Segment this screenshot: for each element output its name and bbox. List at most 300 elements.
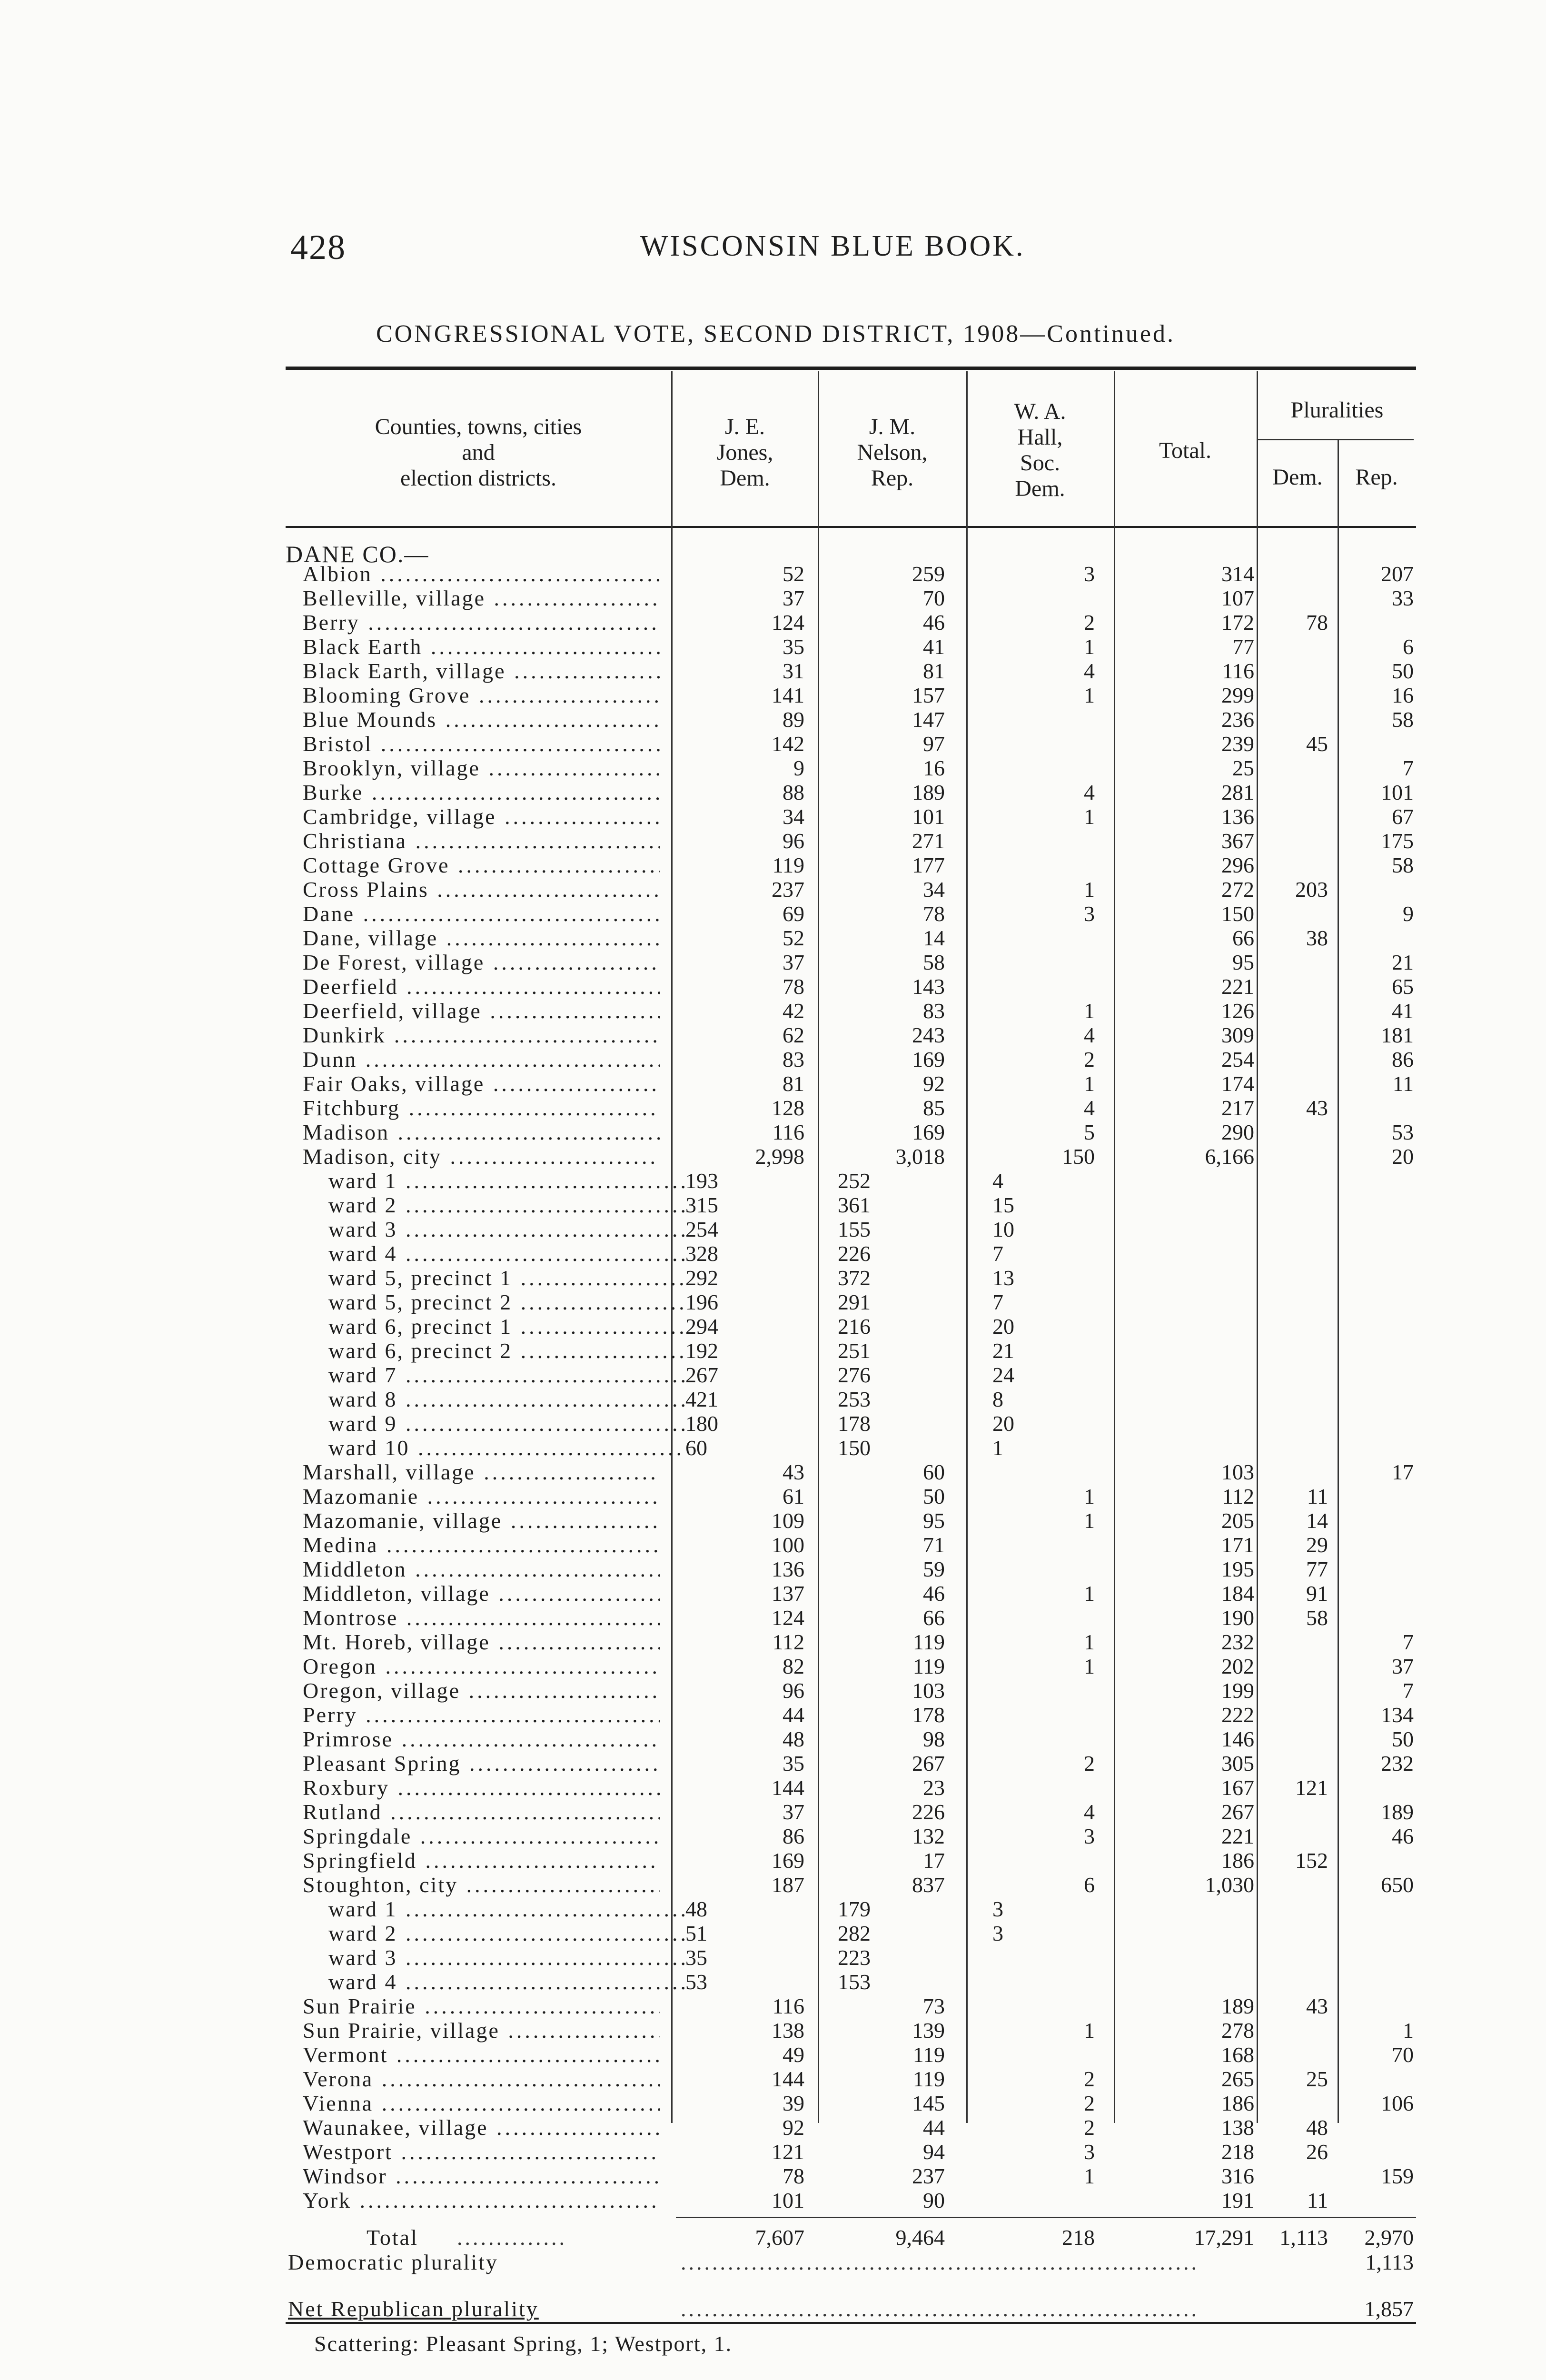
place-name: Deerfield ..... bbox=[303, 974, 660, 999]
votes-nelson: 85 bbox=[923, 1096, 945, 1120]
table-row bbox=[0, 1096, 1546, 1120]
votes-jones: 124 bbox=[772, 1606, 804, 1630]
plurality-rep: 11 bbox=[1392, 1071, 1414, 1096]
ward-row bbox=[0, 1169, 1546, 1193]
votes-nelson: 73 bbox=[923, 1994, 945, 2018]
table-row bbox=[0, 1047, 1546, 1071]
table-row bbox=[0, 1800, 1546, 1824]
votes-nelson: 243 bbox=[912, 1023, 945, 1047]
table-row bbox=[0, 1071, 1546, 1096]
votes-nelson: 14 bbox=[923, 926, 945, 950]
votes-nelson: 44 bbox=[923, 2115, 945, 2140]
place-name: Windsor ..... bbox=[303, 2164, 660, 2188]
plurality-dem: 25 bbox=[1306, 2067, 1328, 2091]
votes-hall: 1 bbox=[1084, 1630, 1095, 1654]
plurality-rep: 106 bbox=[1381, 2091, 1414, 2115]
plurality-dem: 121 bbox=[1295, 1775, 1328, 1800]
place-name: Madison, city ..... bbox=[303, 1144, 660, 1169]
place-name: Cross Plains ..... bbox=[303, 877, 660, 902]
votes-jones: 49 bbox=[783, 2043, 804, 2067]
table-row bbox=[0, 1751, 1546, 1775]
votes-jones: 42 bbox=[783, 999, 804, 1023]
plurality-dem: 14 bbox=[1306, 1508, 1328, 1533]
votes-jones: 35 bbox=[783, 635, 804, 659]
table-row bbox=[0, 1460, 1546, 1484]
place-name: De Forest, village ..... bbox=[303, 950, 660, 974]
header-place: Counties, towns, cities and election districts. bbox=[375, 414, 582, 491]
votes-total: 205 bbox=[1221, 1508, 1254, 1533]
total-hall: 218 bbox=[1062, 2225, 1095, 2250]
place-name: Middleton ..... bbox=[303, 1557, 660, 1581]
votes-nelson: 169 bbox=[912, 1120, 945, 1144]
votes-nelson: 226 bbox=[838, 1241, 871, 1266]
votes-nelson: 66 bbox=[923, 1606, 945, 1630]
votes-total: 116 bbox=[1222, 659, 1254, 683]
table-row bbox=[0, 683, 1546, 707]
place-name: ward 2 ..... bbox=[328, 1921, 685, 1945]
plurality-rep: 189 bbox=[1381, 1800, 1414, 1824]
votes-nelson: 178 bbox=[838, 1411, 871, 1436]
democratic-plurality-value: 1,113 bbox=[1365, 2250, 1414, 2274]
votes-nelson: 16 bbox=[923, 756, 945, 780]
plurality-dem: 43 bbox=[1306, 1994, 1328, 2018]
votes-nelson: 169 bbox=[912, 1047, 945, 1071]
plurality-rep: 70 bbox=[1392, 2043, 1414, 2067]
plurality-dem: 11 bbox=[1307, 2188, 1328, 2212]
header-plurality-rep: Rep. bbox=[1355, 465, 1398, 490]
votes-nelson: 119 bbox=[912, 2043, 945, 2067]
votes-jones: 192 bbox=[685, 1339, 718, 1363]
place-name: Black Earth ..... bbox=[303, 635, 660, 659]
plurality-rep: 65 bbox=[1392, 974, 1414, 999]
votes-hall: 6 bbox=[1084, 1873, 1095, 1897]
table-row bbox=[0, 1824, 1546, 1848]
votes-nelson: 237 bbox=[912, 2164, 945, 2188]
votes-total: 25 bbox=[1232, 756, 1254, 780]
plurality-rep: 16 bbox=[1392, 683, 1414, 707]
votes-nelson: 97 bbox=[923, 732, 945, 756]
votes-jones: 81 bbox=[783, 1071, 804, 1096]
plurality-dem: 43 bbox=[1306, 1096, 1328, 1120]
votes-nelson: 252 bbox=[838, 1169, 871, 1193]
table-row bbox=[0, 974, 1546, 999]
votes-jones: 142 bbox=[772, 732, 804, 756]
votes-nelson: 361 bbox=[838, 1193, 871, 1217]
plurality-rep: 86 bbox=[1392, 1047, 1414, 1071]
votes-total: 171 bbox=[1221, 1533, 1254, 1557]
votes-total: 218 bbox=[1221, 2140, 1254, 2164]
votes-nelson: 216 bbox=[838, 1314, 871, 1339]
table-row bbox=[0, 999, 1546, 1023]
votes-total: 199 bbox=[1221, 1678, 1254, 1703]
place-name: Oregon, village ..... bbox=[303, 1678, 660, 1703]
place-name: ward 6, precinct 1 ..... bbox=[328, 1314, 685, 1339]
votes-jones: 52 bbox=[783, 926, 804, 950]
votes-nelson: 60 bbox=[923, 1460, 945, 1484]
place-name: ward 3 ..... bbox=[328, 1217, 685, 1241]
table-caption: CONGRESSIONAL VOTE, SECOND DISTRICT, 1908—Continued. bbox=[376, 320, 1175, 347]
votes-total: 305 bbox=[1221, 1751, 1254, 1775]
place-name: ward 1 ..... bbox=[328, 1169, 685, 1193]
table-row bbox=[0, 2067, 1546, 2091]
votes-jones: 254 bbox=[685, 1217, 718, 1241]
table-row bbox=[0, 1508, 1546, 1533]
header-top-rule bbox=[286, 367, 1416, 370]
ward-row bbox=[0, 1945, 1546, 1970]
ward-row bbox=[0, 1266, 1546, 1290]
ward-row bbox=[0, 1314, 1546, 1339]
county-heading: DANE CO.— bbox=[286, 541, 429, 567]
place-name: Christiana ..... bbox=[303, 829, 660, 853]
plurality-rep: 33 bbox=[1392, 586, 1414, 610]
plurality-dem: 48 bbox=[1306, 2115, 1328, 2140]
votes-nelson: 145 bbox=[912, 2091, 945, 2115]
ward-row bbox=[0, 1411, 1546, 1436]
votes-jones: 31 bbox=[783, 659, 804, 683]
votes-jones: 35 bbox=[783, 1751, 804, 1775]
place-name: Stoughton, city ..... bbox=[303, 1873, 660, 1897]
votes-hall: 3 bbox=[1084, 562, 1095, 586]
votes-total: 281 bbox=[1221, 780, 1254, 804]
votes-total: 66 bbox=[1232, 926, 1254, 950]
plurality-rep: 50 bbox=[1392, 659, 1414, 683]
votes-total: 136 bbox=[1221, 804, 1254, 829]
votes-nelson: 92 bbox=[923, 1071, 945, 1096]
plurality-rep: 7 bbox=[1403, 756, 1414, 780]
footer-rule bbox=[286, 2322, 1416, 2324]
votes-total: 316 bbox=[1221, 2164, 1254, 2188]
place-name: Primrose ..... bbox=[303, 1727, 660, 1751]
plurality-rep: 101 bbox=[1381, 780, 1414, 804]
place-name: ward 6, precinct 2 ..... bbox=[328, 1339, 685, 1363]
place-name: Mazomanie, village ..... bbox=[303, 1508, 660, 1533]
votes-nelson: 372 bbox=[838, 1266, 871, 1290]
votes-nelson: 178 bbox=[912, 1703, 945, 1727]
votes-jones: 37 bbox=[783, 950, 804, 974]
table-row bbox=[0, 1144, 1546, 1169]
votes-jones: 109 bbox=[772, 1508, 804, 1533]
votes-hall: 1 bbox=[1084, 2164, 1095, 2188]
header-nelson: J. M. Nelson, Rep. bbox=[857, 414, 928, 491]
place-name: Oregon ..... bbox=[303, 1654, 660, 1678]
votes-jones: 37 bbox=[783, 586, 804, 610]
votes-hall: 1 bbox=[1084, 1581, 1095, 1606]
place-name: Fair Oaks, village ..... bbox=[303, 1071, 660, 1096]
table-row bbox=[0, 877, 1546, 902]
table-row bbox=[0, 1606, 1546, 1630]
votes-hall: 4 bbox=[1084, 1096, 1095, 1120]
votes-jones: 61 bbox=[783, 1484, 804, 1508]
votes-jones: 169 bbox=[772, 1848, 804, 1873]
plurality-rep: 58 bbox=[1392, 853, 1414, 877]
place-name: Pleasant Spring ..... bbox=[303, 1751, 660, 1775]
ward-row bbox=[0, 1921, 1546, 1945]
plurality-rep: 46 bbox=[1392, 1824, 1414, 1848]
votes-nelson: 150 bbox=[838, 1436, 871, 1460]
votes-nelson: 271 bbox=[912, 829, 945, 853]
votes-total: 126 bbox=[1221, 999, 1254, 1023]
plurality-rep: 41 bbox=[1392, 999, 1414, 1023]
ward-row bbox=[0, 1217, 1546, 1241]
votes-jones: 112 bbox=[772, 1630, 804, 1654]
votes-total: 221 bbox=[1221, 1824, 1254, 1848]
table-row bbox=[0, 950, 1546, 974]
place-name: ward 9 ..... bbox=[328, 1411, 685, 1436]
votes-total: 272 bbox=[1221, 877, 1254, 902]
plurality-dem: 45 bbox=[1306, 732, 1328, 756]
votes-hall: 1 bbox=[1084, 1508, 1095, 1533]
votes-hall: 1 bbox=[1084, 1071, 1095, 1096]
table-row bbox=[0, 732, 1546, 756]
votes-jones: 136 bbox=[772, 1557, 804, 1581]
ward-row bbox=[0, 1387, 1546, 1411]
place-name: Montrose ..... bbox=[303, 1606, 660, 1630]
place-name: Black Earth, village ..... bbox=[303, 659, 660, 683]
votes-total: 6,166 bbox=[1205, 1144, 1254, 1169]
votes-nelson: 153 bbox=[838, 1970, 871, 1994]
votes-nelson: 267 bbox=[912, 1751, 945, 1775]
plurality-rep: 17 bbox=[1392, 1460, 1414, 1484]
place-name: ward 2 ..... bbox=[328, 1193, 685, 1217]
votes-nelson: 226 bbox=[912, 1800, 945, 1824]
place-name: ward 8 ..... bbox=[328, 1387, 685, 1411]
total-plurality-dem: 1,113 bbox=[1279, 2225, 1328, 2250]
table-row bbox=[0, 1557, 1546, 1581]
votes-nelson: 179 bbox=[838, 1897, 871, 1921]
votes-total: 236 bbox=[1221, 707, 1254, 732]
place-name: Medina ..... bbox=[303, 1533, 660, 1557]
votes-nelson: 282 bbox=[838, 1921, 871, 1945]
votes-nelson: 3,018 bbox=[895, 1144, 945, 1169]
votes-hall: 1 bbox=[1084, 635, 1095, 659]
votes-total: 190 bbox=[1221, 1606, 1254, 1630]
header-plurality-dem: Dem. bbox=[1272, 465, 1323, 490]
votes-nelson: 132 bbox=[912, 1824, 945, 1848]
votes-hall: 24 bbox=[992, 1363, 1014, 1387]
table-row bbox=[0, 2188, 1546, 2212]
header-bottom-rule bbox=[286, 526, 1416, 528]
place-name: Rutland ..... bbox=[303, 1800, 660, 1824]
place-name: Westport ..... bbox=[303, 2140, 660, 2164]
place-name: ward 5, precinct 2 ..... bbox=[328, 1290, 685, 1314]
plurality-rep: 1 bbox=[1403, 2018, 1414, 2043]
votes-jones: 2,998 bbox=[755, 1144, 804, 1169]
place-name: Blue Mounds ..... bbox=[303, 707, 660, 732]
place-name: Brooklyn, village ..... bbox=[303, 756, 660, 780]
votes-total: 222 bbox=[1221, 1703, 1254, 1727]
votes-total: 186 bbox=[1221, 2091, 1254, 2115]
votes-jones: 52 bbox=[783, 562, 804, 586]
plurality-rep: 20 bbox=[1392, 1144, 1414, 1169]
votes-jones: 141 bbox=[772, 683, 804, 707]
votes-nelson: 71 bbox=[923, 1533, 945, 1557]
place-name: ward 4 ..... bbox=[328, 1241, 685, 1266]
votes-jones: 37 bbox=[783, 1800, 804, 1824]
header-hall: W. A. Hall, Soc. Dem. bbox=[1014, 399, 1066, 501]
votes-jones: 69 bbox=[783, 902, 804, 926]
votes-hall: 2 bbox=[1084, 1751, 1095, 1775]
votes-hall: 8 bbox=[992, 1387, 1003, 1411]
votes-nelson: 157 bbox=[912, 683, 945, 707]
votes-jones: 62 bbox=[783, 1023, 804, 1047]
votes-jones: 144 bbox=[772, 2067, 804, 2091]
votes-jones: 294 bbox=[685, 1314, 718, 1339]
total-plurality-rep: 2,970 bbox=[1364, 2225, 1414, 2250]
votes-jones: 196 bbox=[685, 1290, 718, 1314]
votes-jones: 39 bbox=[783, 2091, 804, 2115]
table-row bbox=[0, 2091, 1546, 2115]
plurality-rep: 232 bbox=[1381, 1751, 1414, 1775]
votes-nelson: 291 bbox=[838, 1290, 871, 1314]
votes-nelson: 147 bbox=[912, 707, 945, 732]
votes-total: 112 bbox=[1222, 1484, 1254, 1508]
votes-nelson: 103 bbox=[912, 1678, 945, 1703]
votes-nelson: 23 bbox=[923, 1775, 945, 1800]
votes-jones: 237 bbox=[772, 877, 804, 902]
place-name: Deerfield, village ..... bbox=[303, 999, 660, 1023]
votes-hall: 4 bbox=[992, 1169, 1003, 1193]
votes-jones: 82 bbox=[783, 1654, 804, 1678]
table-row bbox=[0, 756, 1546, 780]
votes-total: 232 bbox=[1221, 1630, 1254, 1654]
votes-total: 174 bbox=[1221, 1071, 1254, 1096]
place-name: Mt. Horeb, village ..... bbox=[303, 1630, 660, 1654]
table-row bbox=[0, 1727, 1546, 1751]
votes-nelson: 83 bbox=[923, 999, 945, 1023]
leader-dots: .............. bbox=[457, 2225, 567, 2250]
plurality-rep: 175 bbox=[1381, 829, 1414, 853]
place-name: Fitchburg ..... bbox=[303, 1096, 660, 1120]
votes-total: 195 bbox=[1221, 1557, 1254, 1581]
ward-row bbox=[0, 1436, 1546, 1460]
place-name: ward 4 ..... bbox=[328, 1970, 685, 1994]
votes-hall: 3 bbox=[992, 1897, 1003, 1921]
plurality-rep: 181 bbox=[1381, 1023, 1414, 1047]
votes-hall: 4 bbox=[1084, 780, 1095, 804]
table-row bbox=[0, 780, 1546, 804]
place-name: Perry ..... bbox=[303, 1703, 660, 1727]
plurality-rep: 50 bbox=[1392, 1727, 1414, 1751]
plurality-rep: 21 bbox=[1392, 950, 1414, 974]
votes-nelson: 34 bbox=[923, 877, 945, 902]
plurality-rep: 9 bbox=[1403, 902, 1414, 926]
votes-nelson: 59 bbox=[923, 1557, 945, 1581]
total-total: 17,291 bbox=[1194, 2225, 1254, 2250]
place-name: Marshall, village ..... bbox=[303, 1460, 660, 1484]
votes-total: 167 bbox=[1221, 1775, 1254, 1800]
place-name: Madison ..... bbox=[303, 1120, 660, 1144]
votes-hall: 1 bbox=[1084, 1484, 1095, 1508]
votes-total: 221 bbox=[1221, 974, 1254, 999]
votes-total: 309 bbox=[1221, 1023, 1254, 1047]
votes-jones: 328 bbox=[685, 1241, 718, 1266]
plurality-rep: 134 bbox=[1381, 1703, 1414, 1727]
votes-total: 77 bbox=[1232, 635, 1254, 659]
votes-jones: 100 bbox=[772, 1533, 804, 1557]
place-name: Cambridge, village ..... bbox=[303, 804, 660, 829]
votes-nelson: 101 bbox=[912, 804, 945, 829]
place-name: Sun Prairie, village ..... bbox=[303, 2018, 660, 2043]
votes-jones: 96 bbox=[783, 1678, 804, 1703]
ward-row bbox=[0, 1897, 1546, 1921]
table-row bbox=[0, 635, 1546, 659]
votes-total: 367 bbox=[1221, 829, 1254, 853]
plurality-rep: 7 bbox=[1403, 1630, 1414, 1654]
plurality-dem: 26 bbox=[1306, 2140, 1328, 2164]
votes-total: 254 bbox=[1221, 1047, 1254, 1071]
place-name: Springfield ..... bbox=[303, 1848, 660, 1873]
votes-jones: 128 bbox=[772, 1096, 804, 1120]
place-name: ward 1 ..... bbox=[328, 1897, 685, 1921]
votes-nelson: 78 bbox=[923, 902, 945, 926]
votes-hall: 20 bbox=[992, 1314, 1014, 1339]
total-nelson: 9,464 bbox=[895, 2225, 945, 2250]
votes-hall: 13 bbox=[992, 1266, 1014, 1290]
table-row bbox=[0, 1678, 1546, 1703]
votes-nelson: 58 bbox=[923, 950, 945, 974]
page-number: 428 bbox=[290, 228, 346, 267]
table-row bbox=[0, 707, 1546, 732]
votes-jones: 121 bbox=[772, 2140, 804, 2164]
leader-dots: .................................................................. bbox=[681, 2250, 1199, 2274]
votes-jones: 78 bbox=[783, 974, 804, 999]
pluralities-rule bbox=[1257, 439, 1414, 440]
votes-jones: 187 bbox=[772, 1873, 804, 1897]
place-name: Verona ..... bbox=[303, 2067, 660, 2091]
total-row: Total .............. 7,607 9,464 218 17,291 1,113 2,970 bbox=[367, 2225, 1414, 2250]
votes-jones: 83 bbox=[783, 1047, 804, 1071]
table-row bbox=[0, 562, 1546, 586]
votes-hall: 1 bbox=[1084, 999, 1095, 1023]
table-row bbox=[0, 853, 1546, 877]
votes-hall: 1 bbox=[1084, 2018, 1095, 2043]
votes-nelson: 143 bbox=[912, 974, 945, 999]
table-row bbox=[0, 610, 1546, 635]
plurality-dem: 77 bbox=[1306, 1557, 1328, 1581]
votes-nelson: 95 bbox=[923, 1508, 945, 1533]
place-name: Cottage Grove ..... bbox=[303, 853, 660, 877]
votes-jones: 51 bbox=[685, 1921, 707, 1945]
footnote: Scattering: Pleasant Spring, 1; Westport, 1. bbox=[314, 2331, 733, 2356]
votes-jones: 193 bbox=[685, 1169, 718, 1193]
place-name: Waunakee, village ..... bbox=[303, 2115, 660, 2140]
place-name: Roxbury ..... bbox=[303, 1775, 660, 1800]
votes-hall: 3 bbox=[992, 1921, 1003, 1945]
table-row bbox=[0, 1023, 1546, 1047]
place-name: Albion ..... bbox=[303, 562, 660, 586]
plurality-dem: 29 bbox=[1306, 1533, 1328, 1557]
votes-jones: 48 bbox=[783, 1727, 804, 1751]
place-name: Middleton, village ..... bbox=[303, 1581, 660, 1606]
votes-jones: 137 bbox=[772, 1581, 804, 1606]
votes-hall: 3 bbox=[1084, 1824, 1095, 1848]
votes-jones: 292 bbox=[685, 1266, 718, 1290]
votes-total: 267 bbox=[1221, 1800, 1254, 1824]
votes-total: 168 bbox=[1221, 2043, 1254, 2067]
votes-total: 103 bbox=[1221, 1460, 1254, 1484]
votes-hall: 7 bbox=[992, 1290, 1003, 1314]
total-rule bbox=[676, 2217, 1416, 2218]
votes-nelson: 46 bbox=[923, 610, 945, 635]
votes-total: 146 bbox=[1221, 1727, 1254, 1751]
table-row bbox=[0, 1120, 1546, 1144]
votes-nelson: 41 bbox=[923, 635, 945, 659]
votes-jones: 180 bbox=[685, 1411, 718, 1436]
plurality-dem: 78 bbox=[1306, 610, 1328, 635]
votes-total: 95 bbox=[1232, 950, 1254, 974]
votes-total: 184 bbox=[1221, 1581, 1254, 1606]
leader-dots: .................................................................. bbox=[681, 2297, 1199, 2321]
